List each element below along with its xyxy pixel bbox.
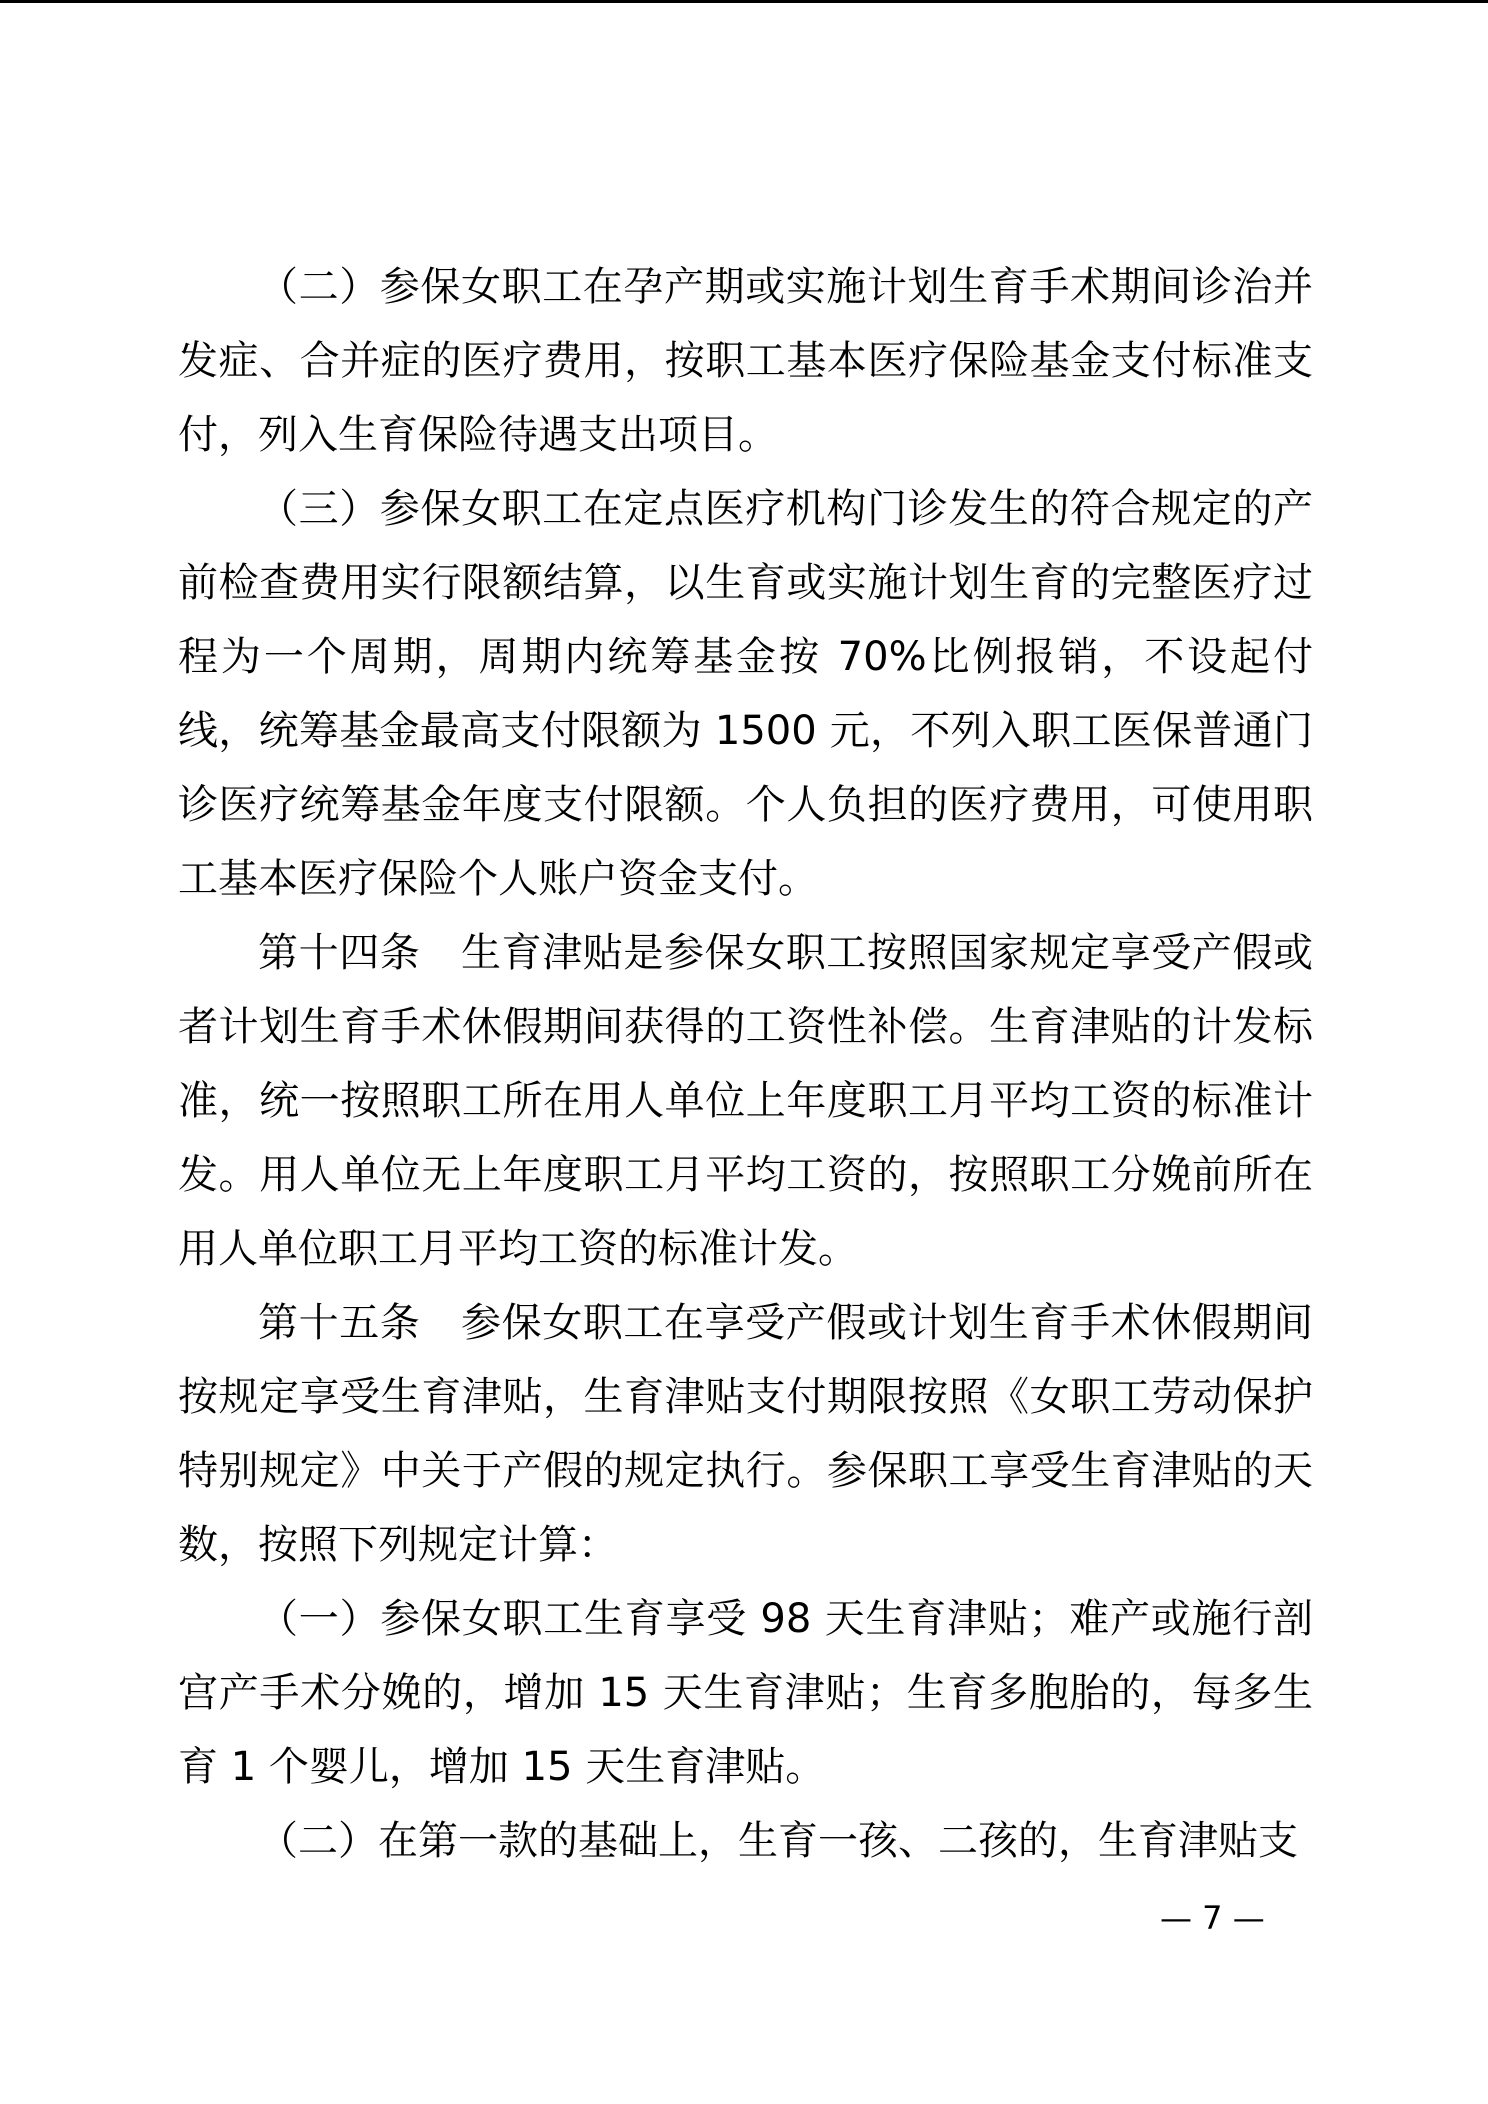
article-heading: 第十四条: [258, 930, 421, 976]
article-heading: 第十五条: [258, 1300, 421, 1346]
paragraph-text: （一）参保女职工生育享受 98 天生育津贴；难产或施行剖宫产手术分娩的，增加 15 天生育津贴；生育多胞胎的，每多生育 1 个婴儿，增加 15 天生育津贴。: [178, 1596, 1313, 1790]
paragraph-text: （三）参保女职工在定点医疗机构门诊发生的符合规定的产前检查费用实行限额结算，以生育或实施计划生育的完整医疗过程为一个周期，周期内统筹基金按 70%比例报销，不设起付线，统筹基金最高支付限额为 1500 元，不列入职工医保普通门诊医疗统筹基金年度支付限额。个人负担的医疗费用，可使用职工基本医疗保险个人账户资金支付。: [178, 486, 1313, 902]
top-border-line: [0, 0, 1488, 3]
document-body: [178, 250, 1313, 1878]
paragraph-text: （二）在第一款的基础上，生育一孩、二孩的，生育津贴支: [258, 1818, 1298, 1864]
page-number: — 7 —: [1160, 1899, 1265, 1937]
paragraph-text: （二）参保女职工在孕产期或实施计划生育手术期间诊治并发症、合并症的医疗费用，按职工基本医疗保险基金支付标准支付，列入生育保险待遇支出项目。: [178, 264, 1313, 458]
article-text: 生育津贴是参保女职工按照国家规定享受产假或者计划生育手术休假期间获得的工资性补偿。生育津贴的计发标准，统一按照职工所在用人单位上年度职工月平均工资的标准计发。用人单位无上年度职工月平均工资的，按照职工分娩前所在用人单位职工月平均工资的标准计发。: [178, 930, 1314, 1272]
paragraph-item-3: [178, 472, 1313, 916]
article-14: [178, 916, 1313, 1286]
article-text: 参保女职工在享受产假或计划生育手术休假期间按规定享受生育津贴，生育津贴支付期限按照《女职工劳动保护特别规定》中关于产假的规定执行。参保职工享受生育津贴的天数，按照下列规定计算：: [178, 1300, 1314, 1568]
article-15: [178, 1286, 1313, 1582]
paragraph-item-2: [178, 250, 1313, 472]
paragraph-item-2-continued: [178, 1804, 1313, 1878]
paragraph-item-1: [178, 1582, 1313, 1804]
